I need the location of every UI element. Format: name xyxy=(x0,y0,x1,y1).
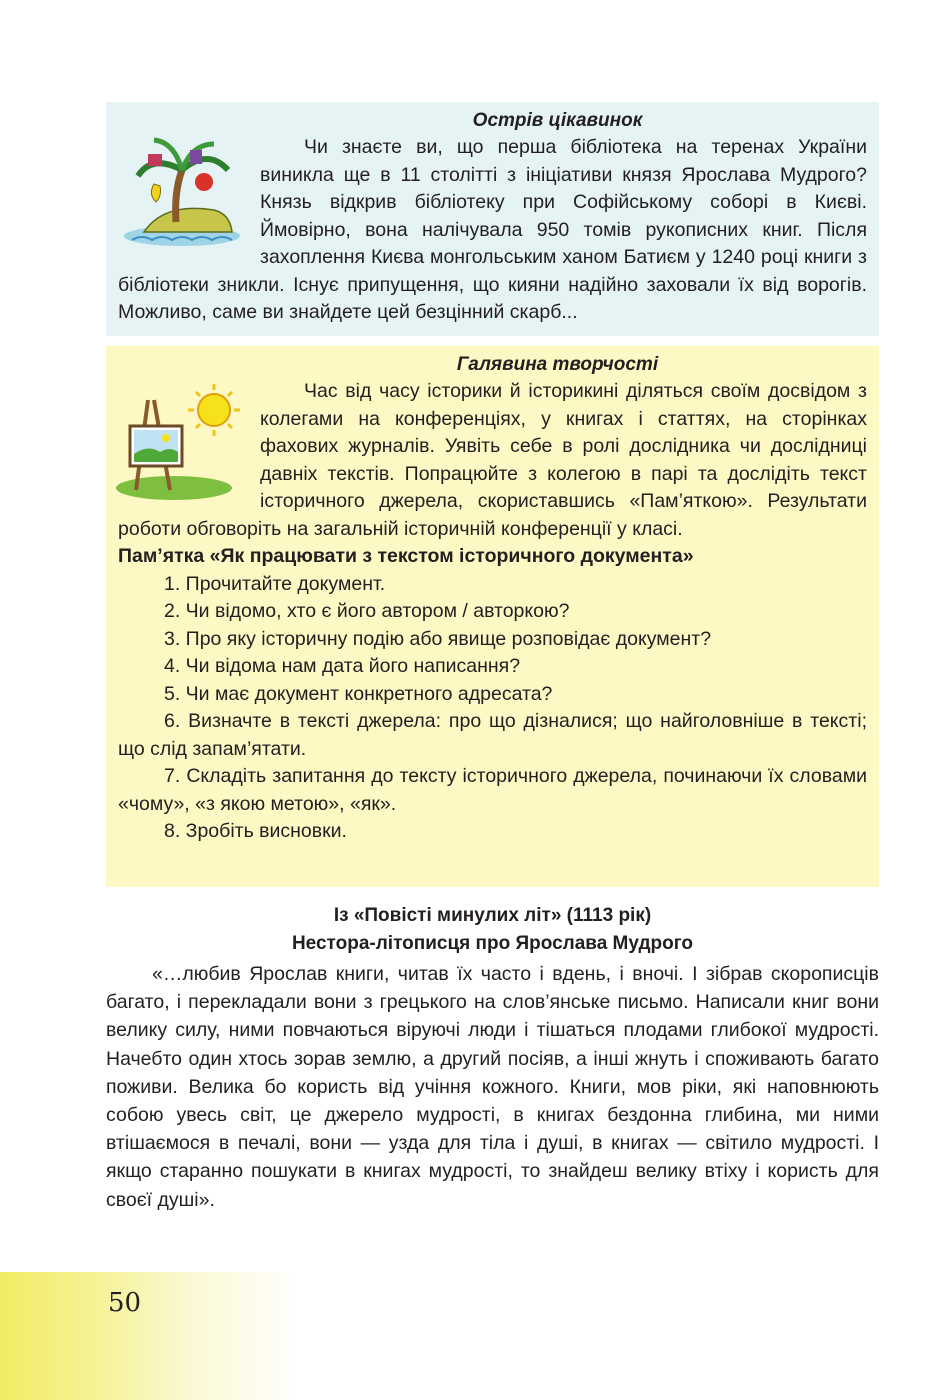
island-box-text: Чи знаєте ви, що перша бібліотека на теренах України виникла ще в 11 столітті з ініціативи князя Ярослава Мудрого? Князь відкрив бібліотеку при Софійському соборі в Києві. Ймовірно, вона налічувала 950 томів рукописних книг. Після захоплення Києва монгольським ханом Батиєм у 1240 році книги з бібліотеки зникли. Існує припущення, що кияни надійно заховали їх від ворогів. Можливо, саме ви знайдете цей безцінний скарб... xyxy=(118,136,867,323)
historical-source xyxy=(106,902,879,1214)
memo-title: Пам’ятка «Як працювати з текстом історичного документа» xyxy=(118,545,694,567)
memo-item: 2. Чи відомо, хто є його автором / авторкою? xyxy=(164,600,570,622)
memo-item: 7. Складіть запитання до тексту історичного джерела, починаючи їх словами «чому», «з якою метою», «як». xyxy=(118,765,867,815)
island-box-title: Острів цікавинок xyxy=(472,110,643,131)
creativity-box xyxy=(106,346,879,887)
memo-item: 4. Чи відома нам дата його написання? xyxy=(164,655,521,677)
island-facts-box xyxy=(106,102,879,336)
memo-item: 6. Визначте в тексті джерела: про що дізналися; що найголовніше в тексті; що слід запам’ятати. xyxy=(118,710,867,760)
page-corner-strip xyxy=(0,1272,300,1400)
creativity-box-text: Час від часу історики й історикині діляться своїм досвідом з колегами на конференціях, у книгах і статтях, на сторінках фахових журналів. Уявіть себе в ролі дослідника чи дослідниці давніх текстів. Попрацюйте з колегою в парі та дослідіть текст історичного джерела, скориставшись «Пам’яткою». Результати роботи обговоріть на загальній історичній конференції у класі. xyxy=(118,380,867,540)
memo-item: 5. Чи має документ конкретного адресата? xyxy=(164,682,553,705)
memo-item: 1. Прочитайте документ. xyxy=(164,572,386,595)
source-text: «…любив Ярослав книги, читав їх часто і вдень, і вночі. І зібрав скорописців багато, і перекладали вони з грецького на слов’янське письмо. Написали книг вони велику силу, ними повчаються віруючі люди і тішаться плодами глибокої мудрості. Начебто один хтось зорав землю, а другий посіяв, а інші жнуть і споживають багато поживи. Велика бо користь від учіння кожного. Книги, мов ріки, які наповнюють собою увесь світ, це джерело мудрості, в книгах бездонна глибина, ми ними втішаємося в печалі, вони — узда для тіла і душі, в книгах — світило мудрості. І якщо старанно пошукати в книгах мудрості, то знайдеш велику втіху і користь для своєї душі». xyxy=(106,963,879,1211)
memo-item: 8. Зробіть висновки. xyxy=(164,820,347,842)
creativity-box-title: Галявина творчості xyxy=(456,354,659,375)
easel-sun-icon xyxy=(114,380,254,500)
source-title-line2: Нестора-літописця про Ярослава Мудрого xyxy=(291,933,694,954)
memo-item: 3. Про яку історичну подію або явище розповідає документ? xyxy=(164,627,712,650)
page-number: 50 xyxy=(108,1288,142,1318)
palm-island-icon xyxy=(114,136,254,256)
source-title-line1: Із «Повісті минулих літ» (1113 рік) xyxy=(333,905,652,926)
